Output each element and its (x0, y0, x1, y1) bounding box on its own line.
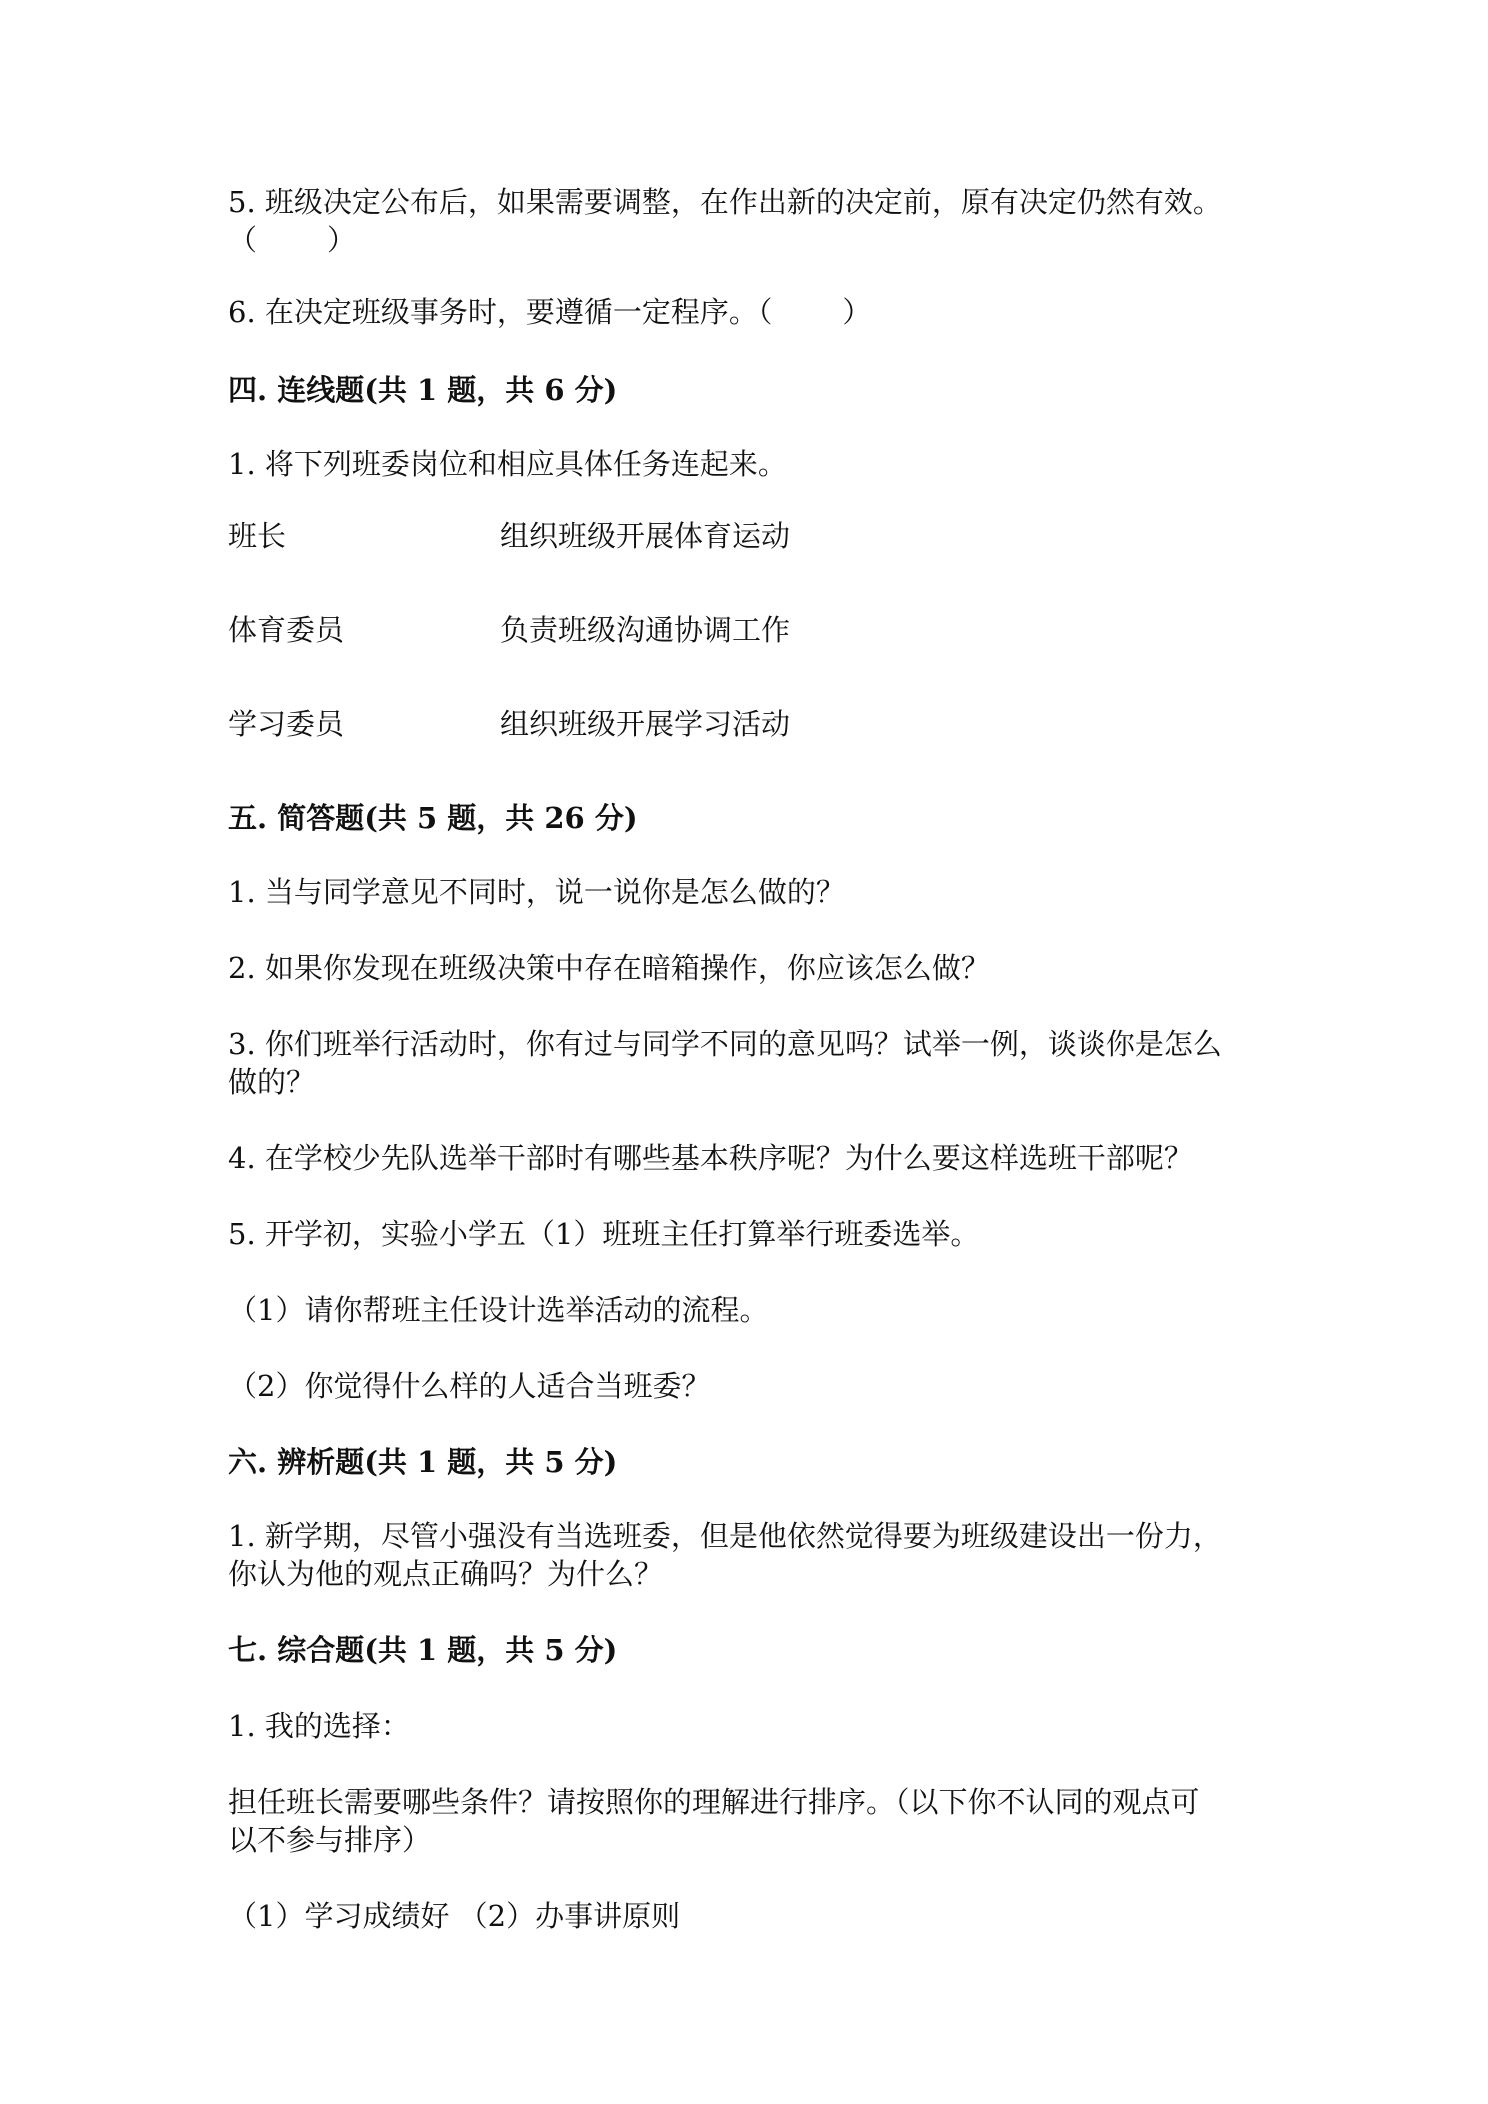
matching-left-item: 体育委员 (228, 613, 345, 647)
section-heading-short-answer: 五. 简答题(共 5 题，共 26 分) (228, 801, 638, 835)
tf-question-6-text: 6. 在决定班级事务时，要遵循一定程序。（ (228, 295, 773, 329)
answer-paren-open: （ (228, 223, 258, 257)
tf-question-6 (228, 290, 1268, 334)
short-answer-question-3-line-2: 做的？ (228, 1065, 316, 1099)
matching-row (228, 608, 1268, 652)
comprehensive-options: （1）学习成绩好 （2）办事讲原则 (228, 1899, 681, 1933)
tf-question-5-answer (228, 218, 1268, 262)
short-answer-question-5-sub-2: （2）你觉得什么样的人适合当班委？ (228, 1369, 711, 1403)
section-heading-comprehensive: 七. 综合题(共 1 题，共 5 分) (228, 1633, 618, 1667)
section-heading-matching: 四. 连线题(共 1 题，共 6 分) (228, 373, 618, 407)
tf-question-5-text: 5. 班级决定公布后，如果需要调整，在作出新的决定前，原有决定仍然有效。 (228, 185, 1222, 219)
comprehensive-question-1: 1. 我的选择： (228, 1709, 410, 1743)
short-answer-question-5-sub-1: （1）请你帮班主任设计选举活动的流程。 (228, 1293, 769, 1327)
matching-right-item: 组织班级开展体育运动 (500, 519, 791, 553)
matching-question-1: 1. 将下列班委岗位和相应具体任务连起来。 (228, 447, 787, 481)
section-heading-analysis: 六. 辨析题(共 1 题，共 5 分) (228, 1445, 618, 1479)
comprehensive-prompt-line-2: 以不参与排序） (228, 1823, 432, 1857)
answer-paren-close: ） (327, 223, 357, 257)
matching-row (228, 702, 1268, 746)
matching-right-item: 组织班级开展学习活动 (500, 707, 791, 741)
short-answer-question-1: 1. 当与同学意见不同时，说一说你是怎么做的？ (228, 875, 845, 909)
analysis-question-1-line-2: 你认为他的观点正确吗？为什么？ (228, 1557, 664, 1591)
matching-left-item: 班长 (228, 519, 287, 553)
short-answer-question-2: 2. 如果你发现在班级决策中存在暗箱操作，你应该怎么做？ (228, 951, 990, 985)
matching-left-item: 学习委员 (228, 707, 345, 741)
short-answer-question-4: 4. 在学校少先队选举干部时有哪些基本秩序呢？为什么要这样选班干部呢？ (228, 1141, 1193, 1175)
matching-row (228, 514, 1268, 558)
short-answer-question-3-line-1: 3. 你们班举行活动时，你有过与同学不同的意见吗？试举一例，谈谈你是怎么 (228, 1027, 1222, 1061)
analysis-question-1-line-1: 1. 新学期，尽管小强没有当选班委，但是他依然觉得要为班级建设出一份力， (228, 1519, 1222, 1553)
answer-paren-close: ） (842, 295, 872, 329)
comprehensive-prompt-line-1: 担任班长需要哪些条件？请按照你的理解进行排序。（以下你不认同的观点可 (228, 1785, 1200, 1819)
matching-right-item: 负责班级沟通协调工作 (500, 613, 791, 647)
short-answer-question-5: 5. 开学初，实验小学五（1）班班主任打算举行班委选举。 (228, 1217, 980, 1251)
